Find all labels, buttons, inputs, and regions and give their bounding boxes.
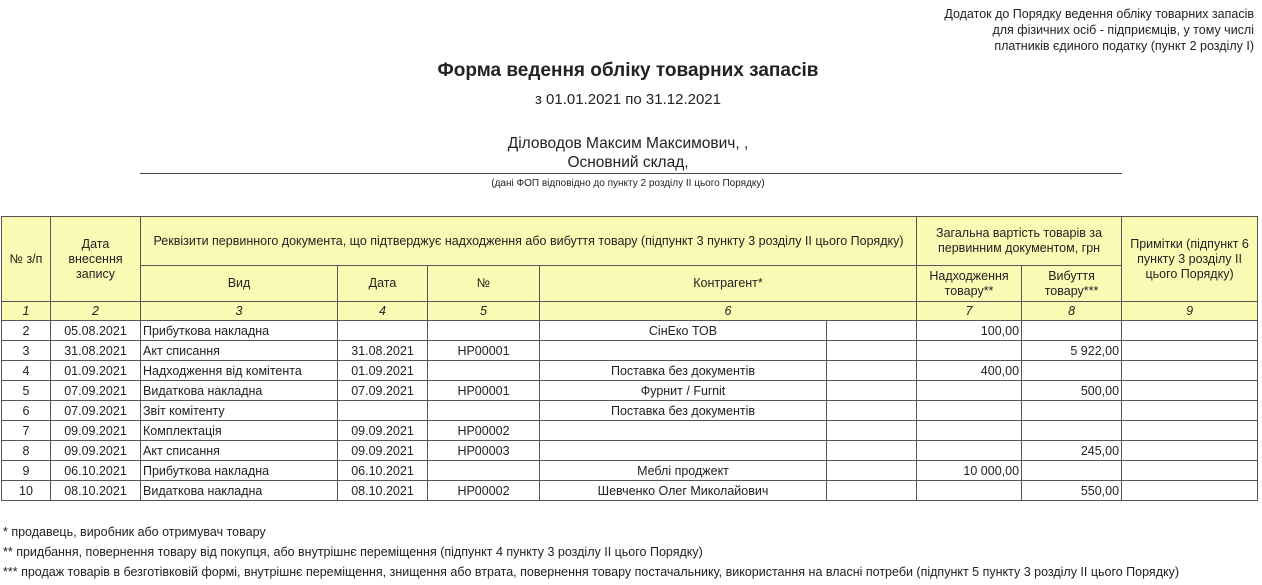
cell-date: 06.10.2021 (338, 461, 428, 481)
col-number: 8 (1022, 302, 1122, 321)
cell-counterparty (540, 441, 827, 461)
cell-kind: Комплектація (141, 421, 338, 441)
header-kind: Вид (141, 266, 338, 302)
table-row (2, 361, 1258, 381)
cell-blank (827, 321, 917, 341)
cell-blank (827, 461, 917, 481)
appendix-note (944, 6, 1254, 54)
col-number: 5 (428, 302, 540, 321)
cell-blank (827, 341, 917, 361)
cell-incoming (917, 481, 1022, 501)
cell-blank (827, 381, 917, 401)
person-name: Діловодов Максим Максимович, , (507, 135, 749, 152)
cell-n: 9 (2, 461, 51, 481)
table-row (2, 341, 1258, 361)
header-num: № з/п (2, 217, 51, 302)
cell-date-entry: 09.09.2021 (51, 441, 141, 461)
cell-n: 4 (2, 361, 51, 381)
appendix-note-line: платників єдиного податку (пункт 2 розділу I) (994, 39, 1254, 53)
cell-counterparty: Меблі проджект (540, 461, 827, 481)
col-number: 9 (1122, 302, 1258, 321)
cell-no: НР00003 (428, 441, 540, 461)
cell-date: 08.10.2021 (338, 481, 428, 501)
cell-n: 10 (2, 481, 51, 501)
table-body (2, 321, 1258, 501)
cell-date: 31.08.2021 (338, 341, 428, 361)
cell-outgoing: 550,00 (1022, 481, 1122, 501)
col-number: 7 (917, 302, 1022, 321)
header-no: № (428, 266, 540, 302)
fop-note: (дані ФОП відповідно до пункту 2 розділу II цього Порядку) (491, 178, 765, 189)
footnote-1: * продавець, виробник або отримувач товару (3, 525, 266, 539)
cell-kind: Звіт комітенту (141, 401, 338, 421)
col-number: 1 (2, 302, 51, 321)
cell-notes (1122, 441, 1258, 461)
cell-outgoing (1022, 401, 1122, 421)
cell-counterparty: Фурнит / Furnit (540, 381, 827, 401)
cell-no (428, 321, 540, 341)
cell-n: 7 (2, 421, 51, 441)
cell-date (338, 401, 428, 421)
cell-outgoing (1022, 421, 1122, 441)
header-date: Дата (338, 266, 428, 302)
entrepreneur-info (0, 134, 1256, 172)
cell-notes (1122, 421, 1258, 441)
period: з 01.01.2021 по 31.12.2021 (535, 91, 721, 108)
cell-kind: Видаткова накладна (141, 381, 338, 401)
cell-incoming: 100,00 (917, 321, 1022, 341)
table-row (2, 401, 1258, 421)
cell-blank (827, 401, 917, 421)
cell-notes (1122, 461, 1258, 481)
cell-outgoing: 245,00 (1022, 441, 1122, 461)
cell-date: 01.09.2021 (338, 361, 428, 381)
divider (140, 173, 1122, 174)
cell-date-entry: 08.10.2021 (51, 481, 141, 501)
table-row (2, 421, 1258, 441)
appendix-note-line: для фізичних осіб - підприємців, у тому числі (992, 23, 1254, 37)
cell-outgoing (1022, 461, 1122, 481)
cell-no (428, 401, 540, 421)
cell-counterparty (540, 341, 827, 361)
cell-kind: Надходження від комітента (141, 361, 338, 381)
cell-incoming: 10 000,00 (917, 461, 1022, 481)
cell-date: 09.09.2021 (338, 421, 428, 441)
cell-outgoing: 5 922,00 (1022, 341, 1122, 361)
cell-blank (827, 441, 917, 461)
cell-blank (827, 421, 917, 441)
cell-n: 8 (2, 441, 51, 461)
cell-no (428, 361, 540, 381)
cell-incoming (917, 341, 1022, 361)
header-counterparty: Контрагент* (540, 266, 917, 302)
cell-outgoing (1022, 321, 1122, 341)
cell-no: НР00002 (428, 481, 540, 501)
table-row (2, 381, 1258, 401)
footnote-3: *** продаж товарів в безготівковій формі, внутрішнє переміщення, знищення або втрата, повернення товару постачальнику, використання на власні потреби (підпункт 5 пункту 3 розділу II цього Порядку) (3, 565, 1180, 579)
table-row (2, 461, 1258, 481)
cell-n: 5 (2, 381, 51, 401)
cell-date-entry: 31.08.2021 (51, 341, 141, 361)
cell-kind: Акт списання (141, 341, 338, 361)
cell-incoming (917, 381, 1022, 401)
cell-counterparty: СінЕко ТОВ (540, 321, 827, 341)
cell-notes (1122, 341, 1258, 361)
cell-kind: Прибуткова накладна (141, 321, 338, 341)
cell-incoming (917, 421, 1022, 441)
header-outgoing: Вибуття товару*** (1022, 266, 1122, 302)
cell-incoming (917, 401, 1022, 421)
header-requisites: Реквізити первинного документа, що підтверджує надходження або вибуття товару (підпункт 3 пункту 3 розділу II цього Порядку) (141, 217, 917, 266)
col-number: 6 (540, 302, 917, 321)
cell-kind: Видаткова накладна (141, 481, 338, 501)
header-date-entry: Дата внесення запису (51, 217, 141, 302)
table-row (2, 321, 1258, 341)
cell-notes (1122, 381, 1258, 401)
cell-notes (1122, 361, 1258, 381)
cell-outgoing: 500,00 (1022, 381, 1122, 401)
cell-outgoing (1022, 361, 1122, 381)
col-number: 2 (51, 302, 141, 321)
warehouse-name: Основний склад, (567, 154, 689, 171)
cell-notes (1122, 401, 1258, 421)
cell-counterparty (540, 421, 827, 441)
page-title: Форма ведення обліку товарних запасів (437, 60, 819, 81)
cell-date-entry: 01.09.2021 (51, 361, 141, 381)
col-number: 4 (338, 302, 428, 321)
cell-n: 6 (2, 401, 51, 421)
cell-notes (1122, 481, 1258, 501)
cell-blank (827, 481, 917, 501)
cell-counterparty: Поставка без документів (540, 361, 827, 381)
cell-date: 09.09.2021 (338, 441, 428, 461)
header-total: Загальна вартість товарів за первинним документом, грн (917, 217, 1122, 266)
cell-counterparty: Поставка без документів (540, 401, 827, 421)
cell-date-entry: 07.09.2021 (51, 401, 141, 421)
header-incoming: Надходження товару** (917, 266, 1022, 302)
col-number: 3 (141, 302, 338, 321)
cell-counterparty: Шевченко Олег Миколайович (540, 481, 827, 501)
cell-no (428, 461, 540, 481)
footnote-2: ** придбання, повернення товару від покупця, або внутрішнє переміщення (підпункт 4 пункту 3 розділу II цього Порядку) (3, 545, 703, 559)
cell-notes (1122, 321, 1258, 341)
cell-date-entry: 05.08.2021 (51, 321, 141, 341)
cell-date-entry: 09.09.2021 (51, 421, 141, 441)
cell-no: НР00001 (428, 341, 540, 361)
table-row (2, 481, 1258, 501)
cell-n: 3 (2, 341, 51, 361)
cell-date-entry: 07.09.2021 (51, 381, 141, 401)
cell-incoming (917, 441, 1022, 461)
cell-kind: Акт списання (141, 441, 338, 461)
cell-n: 2 (2, 321, 51, 341)
cell-date (338, 321, 428, 341)
cell-no: НР00001 (428, 381, 540, 401)
header-notes: Примітки (підпункт 6 пункту 3 розділу II цього Порядку) (1122, 217, 1258, 302)
table-row (2, 441, 1258, 461)
appendix-note-line: Додаток до Порядку ведення обліку товарних запасів (944, 7, 1254, 21)
cell-incoming: 400,00 (917, 361, 1022, 381)
inventory-table (1, 216, 1258, 501)
cell-kind: Прибуткова накладна (141, 461, 338, 481)
cell-date: 07.09.2021 (338, 381, 428, 401)
cell-blank (827, 361, 917, 381)
cell-date-entry: 06.10.2021 (51, 461, 141, 481)
cell-no: НР00002 (428, 421, 540, 441)
